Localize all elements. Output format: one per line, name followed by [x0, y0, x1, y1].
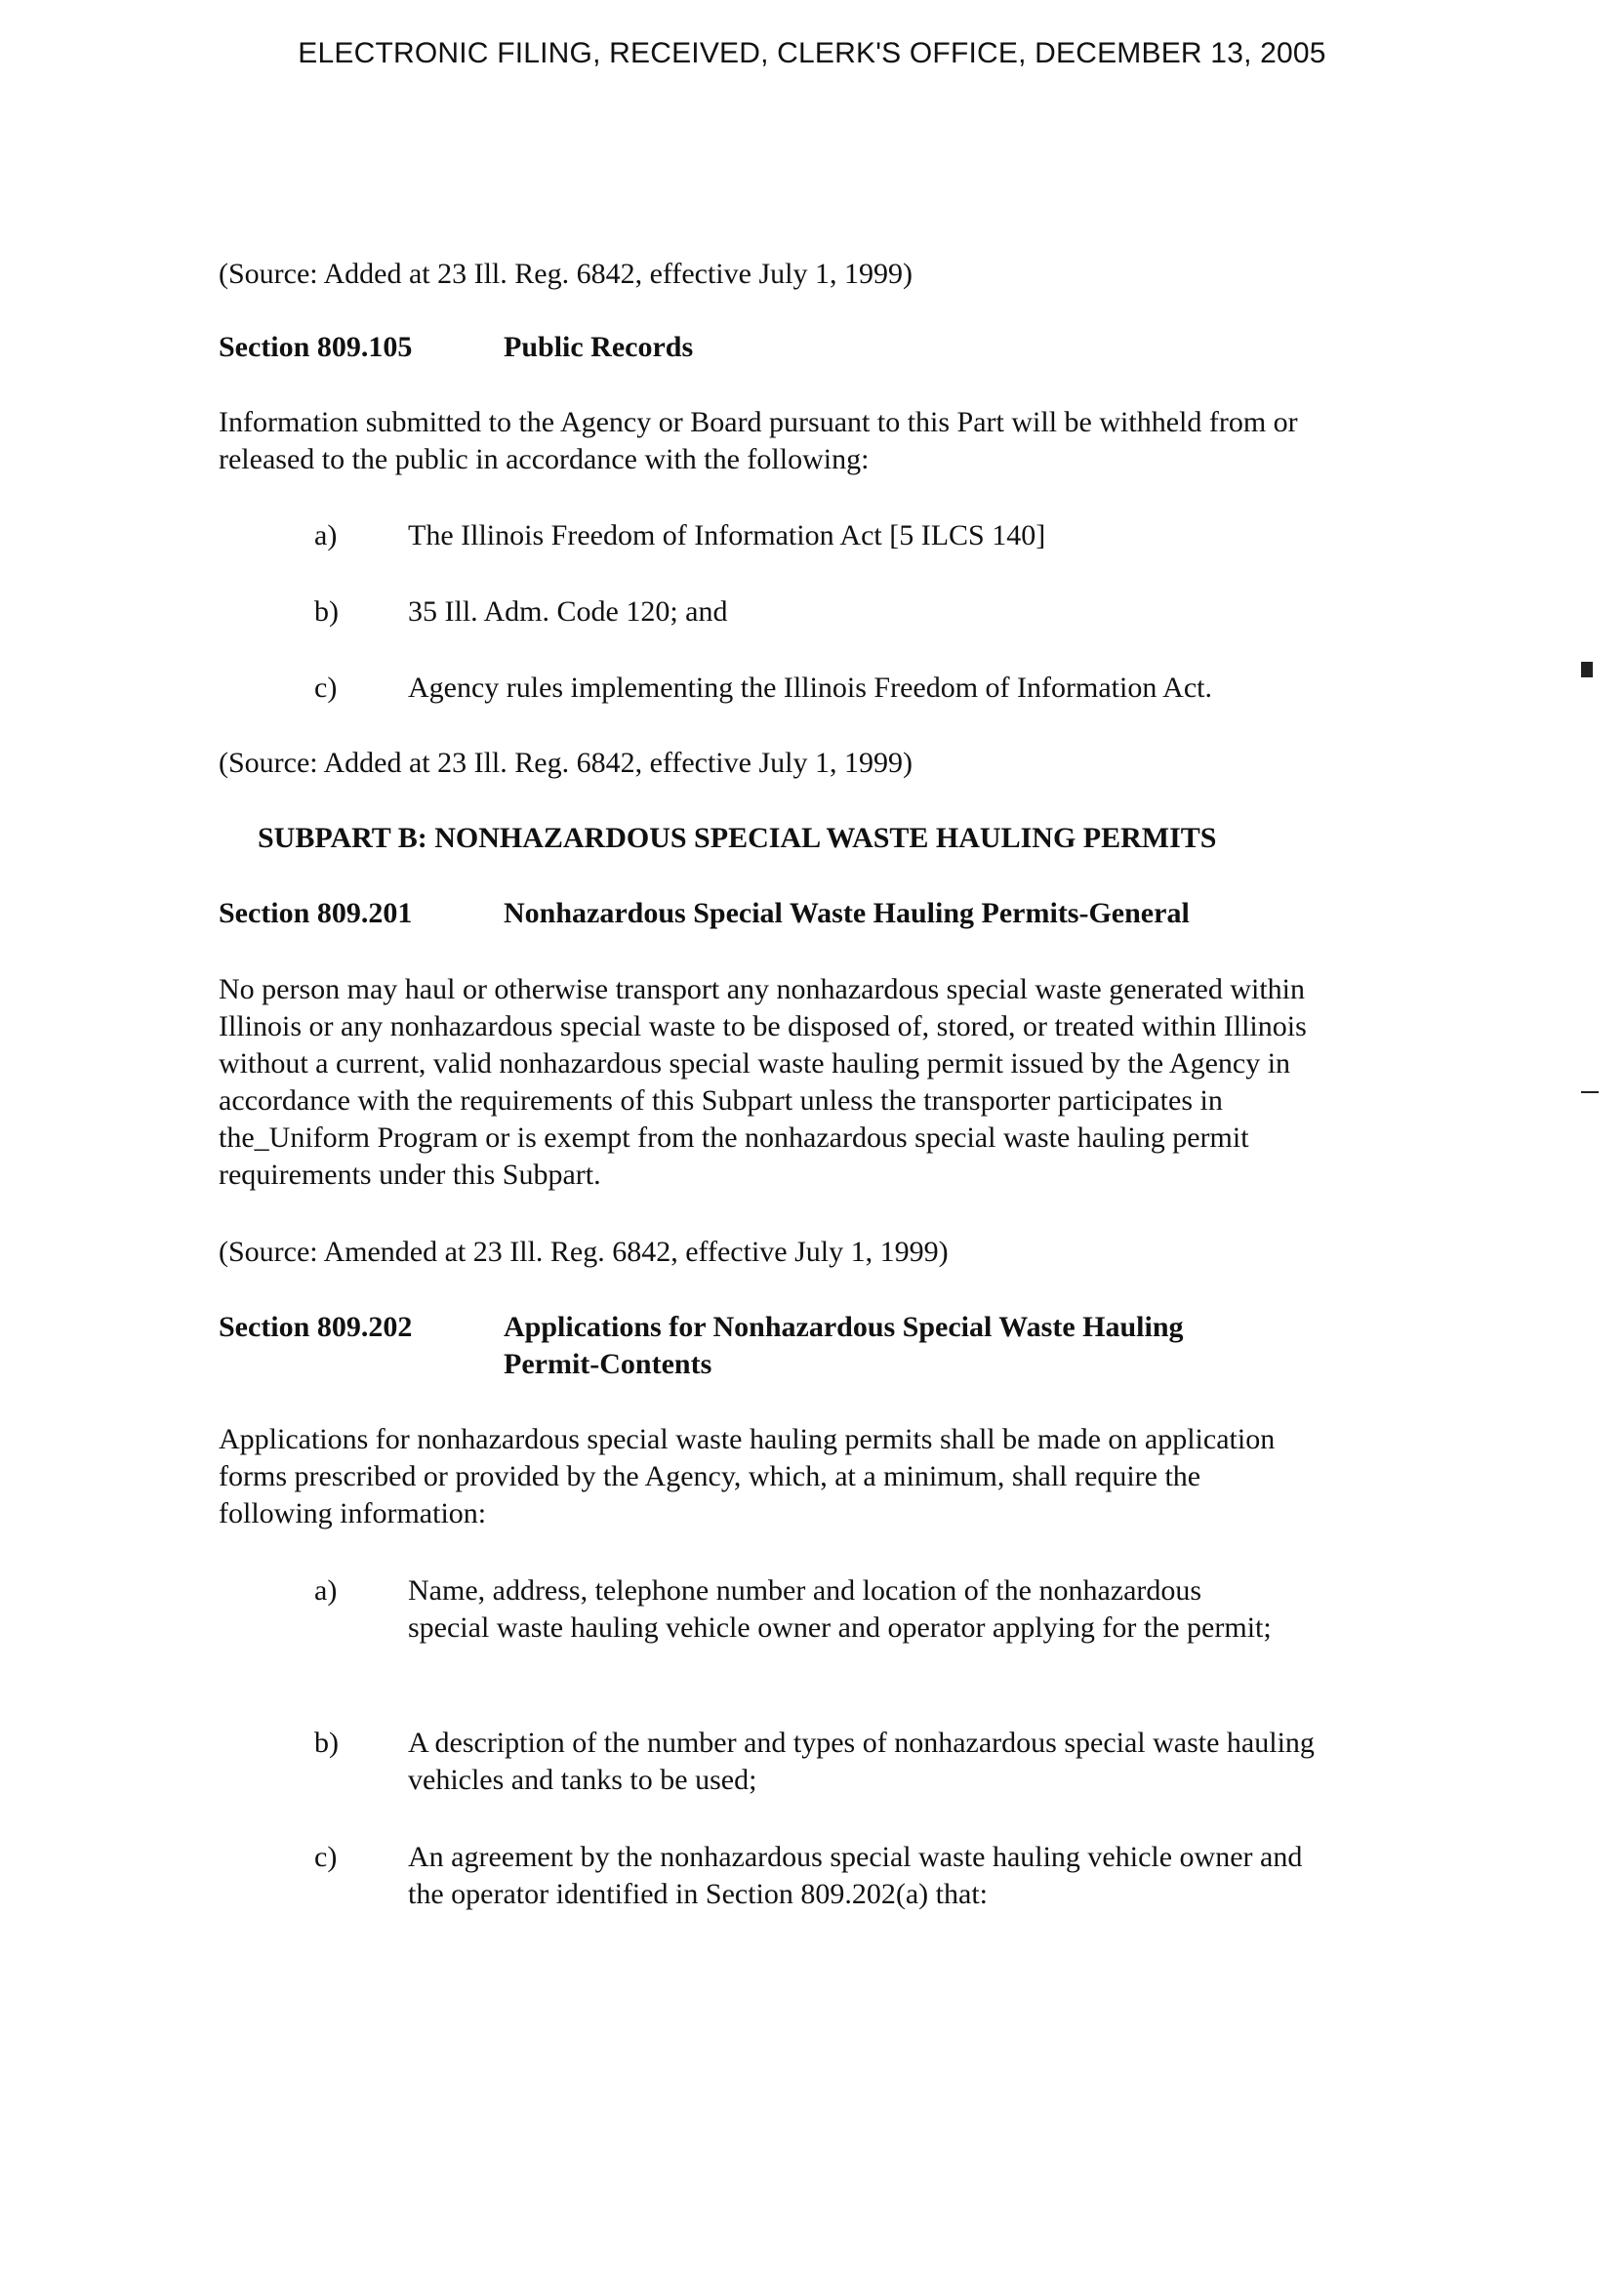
- list-item: [314, 1839, 1329, 1913]
- section-title: Nonhazardous Special Waste Hauling Permits-General: [504, 897, 1190, 929]
- list-item-text: 35 Ill. Adm. Code 120; and: [408, 595, 728, 628]
- list-item-label: b): [314, 595, 339, 628]
- list-item: [314, 1572, 1329, 1647]
- source-note: (Source: Added at 23 Ill. Reg. 6842, effective July 1, 1999): [219, 747, 913, 779]
- section-paragraph: Applications for nonhazardous special waste hauling permits shall be made on application forms prescribed or provided by the Agency, which, at a minimum, shall require the following information:: [219, 1423, 1276, 1529]
- list-item-label: c): [314, 672, 338, 704]
- list-item-label: c): [314, 1841, 338, 1873]
- subpart-heading: SUBPART B: NONHAZARDOUS SPECIAL WASTE HAULING PERMITS: [258, 822, 1217, 854]
- source-note: (Source: Added at 23 Ill. Reg. 6842, effective July 1, 1999): [219, 258, 913, 290]
- section-title: Applications for Nonhazardous Special Waste Hauling Permit-Contents: [504, 1311, 1184, 1380]
- section-heading: [219, 329, 1321, 366]
- section-title: Public Records: [504, 331, 694, 363]
- section-heading: [219, 895, 1321, 932]
- list-item-text: Agency rules implementing the Illinois Freedom of Information Act.: [408, 672, 1212, 704]
- filing-header: ELECTRONIC FILING, RECEIVED, CLERK'S OFFICE, DECEMBER 13, 2005: [298, 37, 1326, 69]
- list-item: [314, 1725, 1329, 1799]
- list-item: [314, 517, 1329, 554]
- list-item-text: The Illinois Freedom of Information Act [5 ILCS 140]: [408, 519, 1046, 551]
- list-item: [314, 593, 1329, 631]
- section-paragraph: Information submitted to the Agency or Board pursuant to this Part will be withheld from or released to the public in accordance with the following:: [219, 406, 1298, 475]
- scan-mark: [1581, 1091, 1599, 1093]
- section-number: Section 809.202: [219, 1311, 413, 1343]
- list-item-text: Name, address, telephone number and location of the nonhazardous special waste hauling vehicle owner and operator applying for the permit;: [408, 1574, 1272, 1644]
- section-number: Section 809.201: [219, 897, 413, 929]
- section-number: Section 809.105: [219, 331, 413, 363]
- scan-mark: [1581, 662, 1593, 677]
- source-note: (Source: Amended at 23 Ill. Reg. 6842, effective July 1, 1999): [219, 1236, 949, 1268]
- list-item-label: a): [314, 1574, 338, 1607]
- section-paragraph: No person may haul or otherwise transport any nonhazardous special waste generated within Illinois or any nonhazardous special waste to be disposed of, stored, or treated within Illinois without a current, valid nonhazardous special waste hauling permit issued by the Agency in accordance with the requirements of this Subpart unless the transporter participates in the_Uniform Program or is exempt from the nonhazardous special waste hauling permit requirements under this Subpart.: [219, 973, 1307, 1191]
- list-item-text: A description of the number and types of nonhazardous special waste hauling vehicles and tanks to be used;: [408, 1727, 1315, 1796]
- list-item: [314, 670, 1329, 707]
- section-heading: [219, 1309, 1321, 1383]
- list-item-label: b): [314, 1727, 339, 1759]
- list-item-text: An agreement by the nonhazardous special waste hauling vehicle owner and the operator identified in Section 809.202(a) that:: [408, 1841, 1303, 1910]
- list-item-label: a): [314, 519, 338, 551]
